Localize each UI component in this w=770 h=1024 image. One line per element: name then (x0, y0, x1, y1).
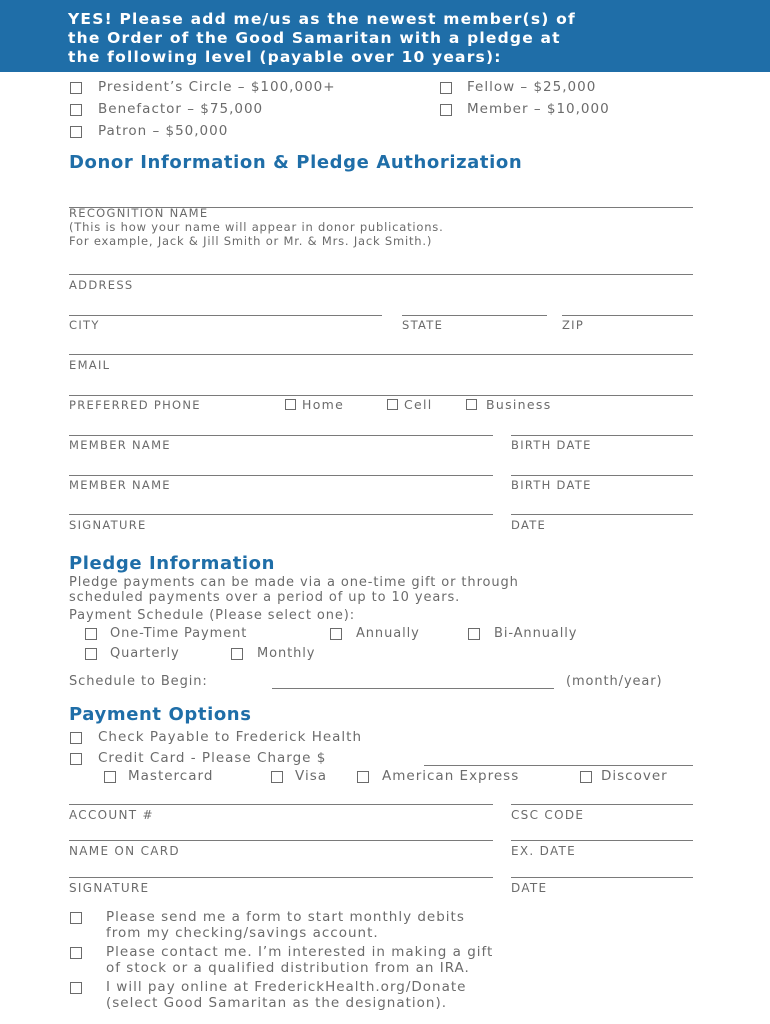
payment-options-heading: Payment Options (69, 704, 252, 725)
bi-annually-label: Bi-Annually (494, 626, 578, 641)
recognition-note-2: For example, Jack & Jill Smith or Mr. & Mrs. Jack Smith.) (69, 234, 433, 248)
annually-label: Annually (356, 626, 420, 641)
payment-date-label: DATE (511, 881, 548, 895)
birth-date-1-label: BIRTH DATE (511, 438, 592, 452)
account-number-label: ACCOUNT # (69, 808, 154, 822)
visa-label: Visa (295, 768, 327, 784)
payment-schedule-label: Payment Schedule (Please select one): (69, 608, 356, 623)
mastercard-checkbox[interactable] (104, 771, 116, 783)
donor-date-line[interactable] (511, 514, 693, 515)
fellow-label: Fellow – $25,000 (467, 79, 597, 95)
monthly-label: Monthly (257, 646, 316, 661)
email-line[interactable] (69, 354, 693, 355)
member-name-1-line[interactable] (69, 435, 493, 436)
birth-date-1-line[interactable] (511, 435, 693, 436)
phone-business-label: Business (486, 397, 552, 412)
phone-line[interactable] (69, 395, 693, 396)
recognition-name-label: RECOGNITION NAME (69, 206, 209, 220)
address-line[interactable] (69, 274, 693, 275)
credit-card-checkbox[interactable] (70, 753, 82, 765)
csc-code-label: CSC CODE (511, 808, 585, 822)
zip-label: ZIP (562, 318, 585, 332)
header-banner (0, 0, 770, 72)
city-label: CITY (69, 318, 100, 332)
benefactor-checkbox[interactable] (70, 104, 82, 116)
donor-signature-line[interactable] (69, 514, 493, 515)
benefactor-label: Benefactor – $75,000 (98, 101, 264, 117)
donor-info-heading: Donor Information & Pledge Authorization (69, 152, 523, 173)
birth-date-2-label: BIRTH DATE (511, 478, 592, 492)
city-line[interactable] (69, 315, 382, 316)
pay-online-checkbox[interactable] (70, 982, 82, 994)
phone-home-label: Home (302, 397, 345, 412)
header-line-3: the following level (payable over 10 years): (68, 48, 502, 66)
one-time-checkbox[interactable] (85, 628, 97, 640)
quarterly-checkbox[interactable] (85, 648, 97, 660)
pay-online-line-1: I will pay online at FrederickHealth.org/Donate (106, 979, 467, 995)
one-time-label: One-Time Payment (110, 626, 248, 641)
email-label: EMAIL (69, 358, 111, 372)
charge-amount-line[interactable] (424, 765, 693, 766)
check-checkbox[interactable] (70, 732, 82, 744)
pay-online-line-2: (select Good Samaritan as the designation). (106, 995, 448, 1011)
fellow-checkbox[interactable] (440, 82, 452, 94)
contact-me-checkbox[interactable] (70, 947, 82, 959)
annually-checkbox[interactable] (330, 628, 342, 640)
member-level-checkbox[interactable] (440, 104, 452, 116)
exp-date-label: EX. DATE (511, 844, 577, 858)
amex-checkbox[interactable] (357, 771, 369, 783)
member-level-label: Member – $10,000 (467, 101, 610, 117)
state-line[interactable] (402, 315, 547, 316)
csc-code-line[interactable] (511, 804, 693, 805)
schedule-begin-hint: (month/year) (566, 674, 663, 689)
bi-annually-checkbox[interactable] (468, 628, 480, 640)
schedule-begin-line[interactable] (272, 688, 554, 689)
address-label: ADDRESS (69, 278, 134, 292)
phone-business-checkbox[interactable] (466, 399, 477, 410)
account-number-line[interactable] (69, 804, 493, 805)
quarterly-label: Quarterly (110, 646, 180, 661)
pledge-desc-2: scheduled payments over a period of up to 10 years. (69, 590, 461, 605)
pledge-desc-1: Pledge payments can be made via a one-time gift or through (69, 575, 519, 590)
zip-line[interactable] (562, 315, 693, 316)
presidents-circle-label: President’s Circle – $100,000+ (98, 79, 336, 95)
name-on-card-label: NAME ON CARD (69, 844, 180, 858)
phone-home-checkbox[interactable] (285, 399, 296, 410)
birth-date-2-line[interactable] (511, 475, 693, 476)
phone-cell-checkbox[interactable] (387, 399, 398, 410)
payment-signature-line[interactable] (69, 877, 493, 878)
amex-label: American Express (382, 768, 520, 784)
payment-signature-label: SIGNATURE (69, 881, 150, 895)
state-label: STATE (402, 318, 444, 332)
monthly-debit-line-1: Please send me a form to start monthly debits (106, 909, 465, 925)
discover-checkbox[interactable] (580, 771, 592, 783)
donor-date-label: DATE (511, 518, 547, 532)
monthly-debit-line-2: from my checking/savings account. (106, 925, 379, 941)
phone-label: PREFERRED PHONE (69, 398, 201, 412)
presidents-circle-checkbox[interactable] (70, 82, 82, 94)
donor-signature-label: SIGNATURE (69, 518, 147, 532)
patron-checkbox[interactable] (70, 126, 82, 138)
patron-label: Patron – $50,000 (98, 123, 229, 139)
monthly-debit-checkbox[interactable] (70, 912, 82, 924)
schedule-begin-label: Schedule to Begin: (69, 674, 208, 689)
recognition-note-1: (This is how your name will appear in donor publications. (69, 220, 444, 234)
monthly-checkbox[interactable] (231, 648, 243, 660)
contact-me-line-2: of stock or a qualified distribution from an IRA. (106, 960, 470, 976)
member-name-2-line[interactable] (69, 475, 493, 476)
phone-cell-label: Cell (404, 397, 433, 412)
header-line-2: the Order of the Good Samaritan with a pledge at (68, 29, 561, 47)
check-label: Check Payable to Frederick Health (98, 729, 363, 745)
pledge-info-heading: Pledge Information (69, 553, 276, 574)
mastercard-label: Mastercard (128, 768, 214, 784)
header-line-1: YES! Please add me/us as the newest member(s) of (68, 10, 576, 28)
exp-date-line[interactable] (511, 840, 693, 841)
credit-card-label: Credit Card - Please Charge $ (98, 750, 327, 766)
member-name-2-label: MEMBER NAME (69, 478, 171, 492)
contact-me-line-1: Please contact me. I’m interested in making a gift (106, 944, 494, 960)
payment-date-line[interactable] (511, 877, 693, 878)
member-name-1-label: MEMBER NAME (69, 438, 171, 452)
discover-label: Discover (601, 768, 668, 784)
visa-checkbox[interactable] (271, 771, 283, 783)
name-on-card-line[interactable] (69, 840, 493, 841)
